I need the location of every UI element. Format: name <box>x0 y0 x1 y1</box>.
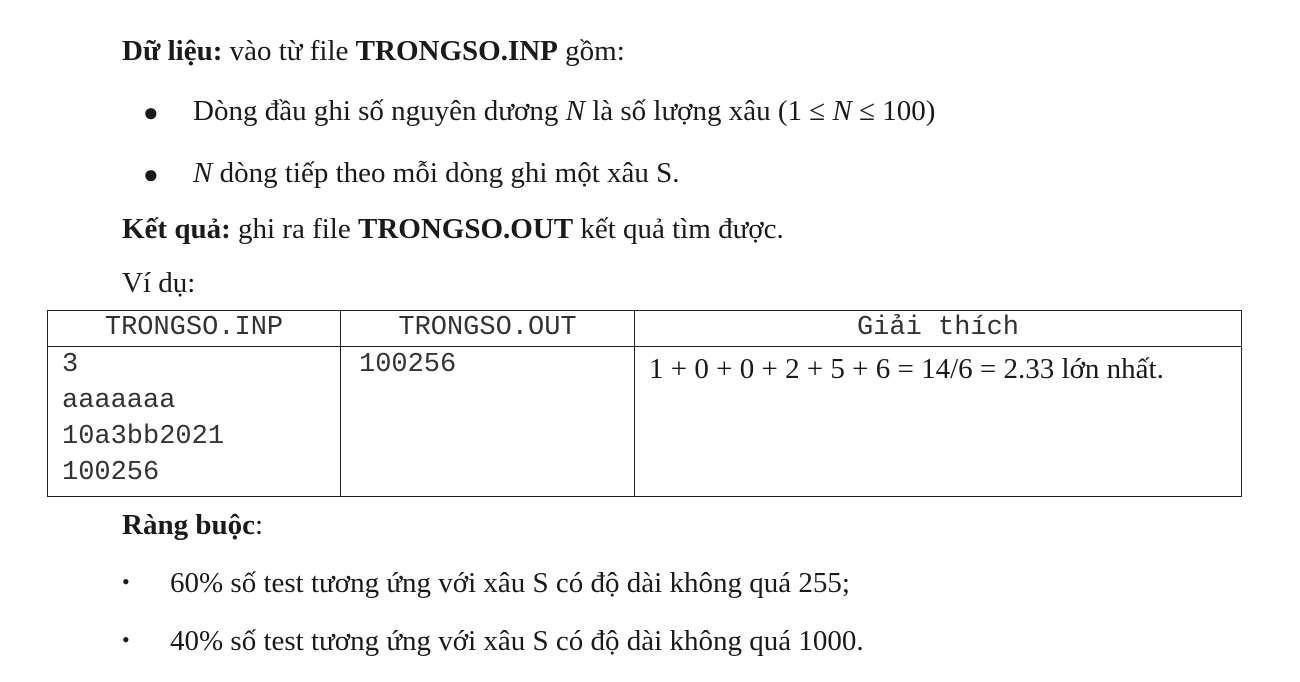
table-row <box>48 347 1242 497</box>
input-cell <box>48 347 341 497</box>
input-line: 3 <box>62 350 79 380</box>
output-line: 100256 <box>359 350 457 380</box>
example-label: Ví dụ: <box>122 267 196 299</box>
output-label: Kết quả: <box>122 213 231 245</box>
explanation-text: 1 + 0 + 0 + 2 + 5 + 6 = 14/6 = 2.33 lớn nhất. <box>649 353 1164 385</box>
input-description: Dữ liệu: vào từ file TRONGSO.INP gồm: <box>122 35 625 67</box>
constraints-heading: Ràng buộc: <box>122 509 264 541</box>
input-bullet-1: Dòng đầu ghi số nguyên dương N là số lượng xâu (1 ≤ N ≤ 100) <box>193 95 936 127</box>
bullet-icon: ● <box>143 98 159 127</box>
output-cell <box>341 347 635 497</box>
header-input: TRONGSO.INP <box>48 311 341 347</box>
constraint-item-2: 40% số test tương ứng với xâu S có độ dài không quá 1000. <box>170 625 864 657</box>
input-filename: TRONGSO.INP <box>355 35 558 67</box>
constraints-label: Ràng buộc <box>122 509 255 541</box>
input-bullet-2: N dòng tiếp theo mỗi dòng ghi một xâu S. <box>193 157 680 189</box>
header-output: TRONGSO.OUT <box>341 311 635 347</box>
output-description: Kết quả: ghi ra file TRONGSO.OUT kết quả tìm được. <box>122 213 784 245</box>
header-explanation: Giải thích <box>635 311 1242 347</box>
input-label: Dữ liệu: <box>122 35 223 67</box>
input-line: 10a3bb2021 <box>62 422 225 452</box>
example-table <box>47 310 1242 497</box>
bullet-icon: • <box>122 627 130 652</box>
explanation-cell <box>635 347 1242 497</box>
input-line: 100256 <box>62 458 160 488</box>
output-filename: TRONGSO.OUT <box>357 213 574 245</box>
input-line: aaaaaaa <box>62 386 176 416</box>
table-header-row <box>48 311 1242 347</box>
bullet-icon: ● <box>143 160 159 189</box>
constraint-item-1: 60% số test tương ứng với xâu S có độ dài không quá 255; <box>170 567 850 599</box>
bullet-icon: • <box>122 569 130 594</box>
